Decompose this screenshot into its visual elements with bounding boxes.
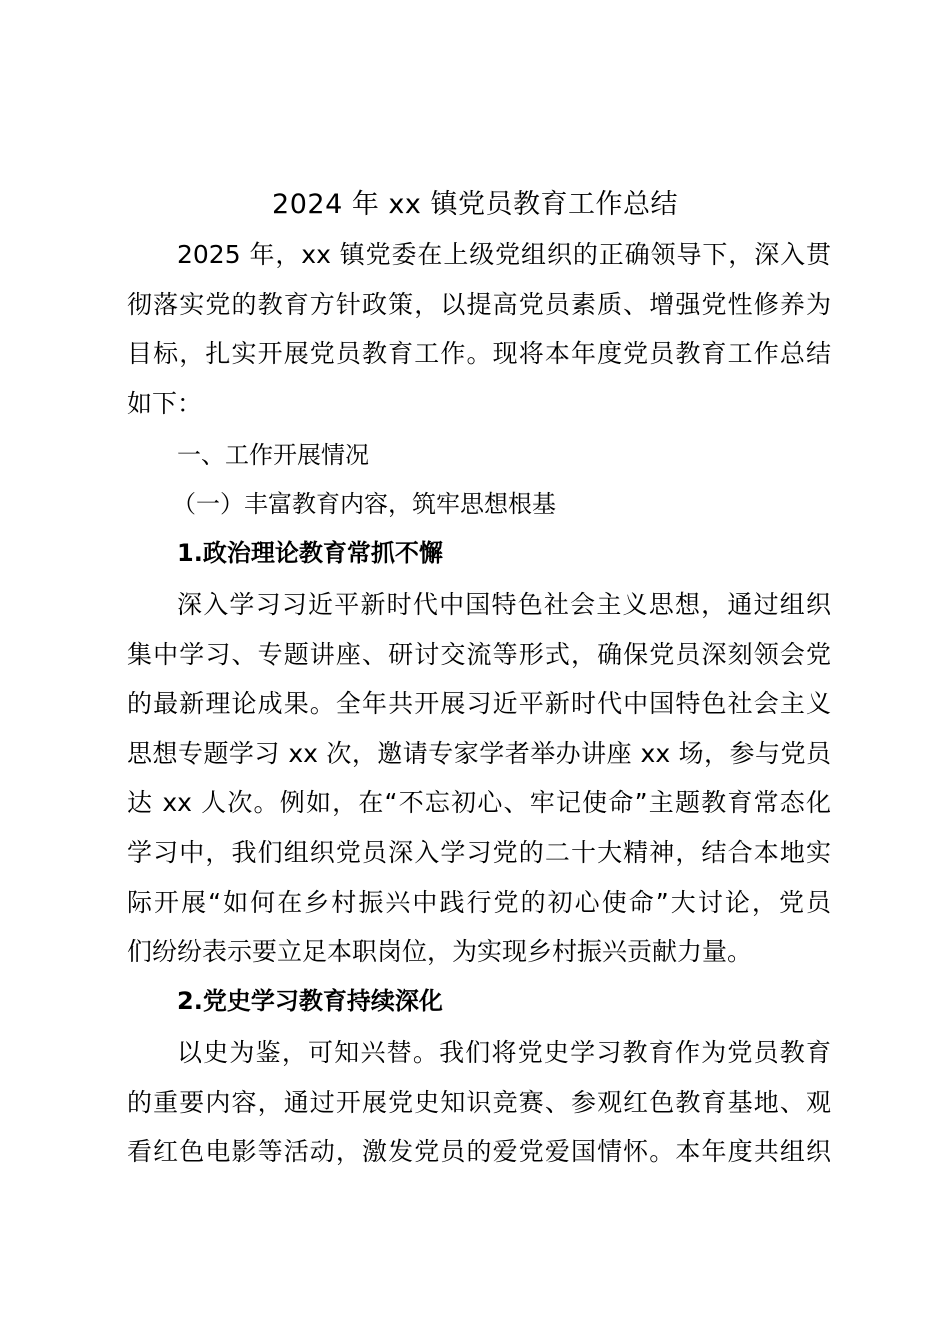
paragraph-line: 看红色电影等活动，激发党员的爱党爱国情怀。本年度共组织 <box>127 1137 831 1167</box>
paragraph-line: 如下： <box>127 388 203 418</box>
paragraph-line: 以史为鉴，可知兴替。我们将党史学习教育作为党员教育 <box>177 1038 831 1067</box>
paragraph-line: 集中学习、专题讲座、研讨交流等形式，确保党员深刻领会党 <box>127 639 831 669</box>
paragraph-line: 目标，扎实开展党员教育工作。现将本年度党员教育工作总结 <box>127 339 831 369</box>
paragraph-line: 深入学习习近平新时代中国特色社会主义思想，通过组织 <box>177 590 831 619</box>
item2-paragraph <box>127 1028 831 1177</box>
paragraph-line: 彻落实党的教育方针政策，以提高党员素质、增强党性修养为 <box>127 289 831 319</box>
paragraph-line: 们纷纷表示要立足本职岗位，为实现乡村振兴贡献力量。 <box>127 937 753 967</box>
item-heading: 1.政治理论教育常抓不懈 <box>177 539 443 567</box>
section-heading: 一、工作开展情况 <box>177 441 369 469</box>
paragraph-line: 2025 年，xx 镇党委在上级党组织的正确领导下，深入贯 <box>177 240 831 269</box>
paragraph-line: 思想专题学习 xx 次，邀请专家学者举办讲座 xx 场，参与党员 <box>127 738 831 768</box>
paragraph-line: 的最新理论成果。全年共开展习近平新时代中国特色社会主义 <box>127 689 831 719</box>
item1-paragraph <box>127 580 831 977</box>
intro-paragraph <box>127 230 831 428</box>
document-title: 2024 年 xx 镇党员教育工作总结 <box>272 189 678 220</box>
paragraph-line: 达 xx 人次。例如，在“不忘初心、牢记使命”主题教育常态化 <box>127 788 831 818</box>
subsection-heading: （一）丰富教育内容，筑牢思想根基 <box>172 490 556 518</box>
paragraph-line: 学习中，我们组织党员深入学习党的二十大精神，结合本地实 <box>127 837 831 867</box>
paragraph-line: 际开展“如何在乡村振兴中践行党的初心使命”大讨论，党员 <box>127 887 831 917</box>
item-heading: 2.党史学习教育持续深化 <box>177 987 443 1015</box>
paragraph-line: 的重要内容，通过开展党史知识竞赛、参观红色教育基地、观 <box>127 1087 831 1117</box>
